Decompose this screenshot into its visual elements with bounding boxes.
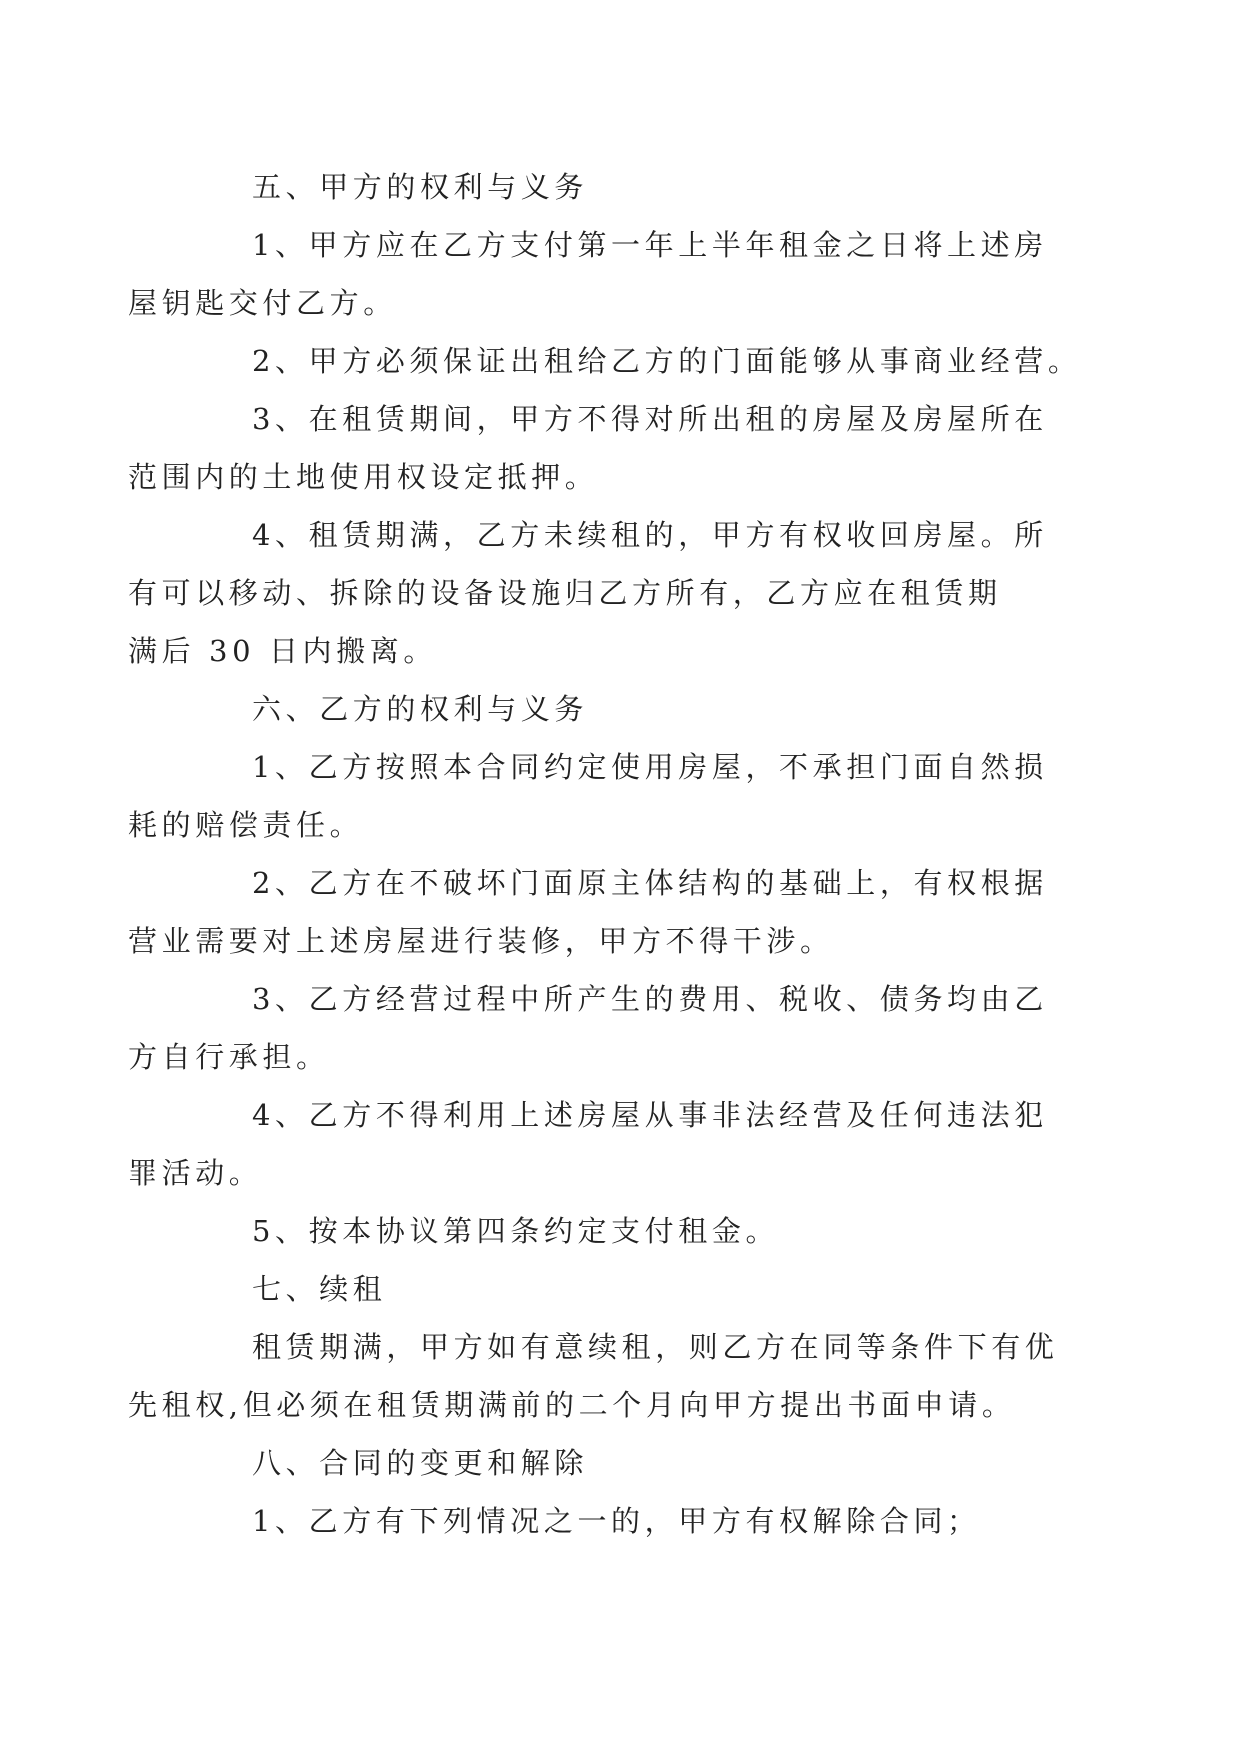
text-line: 5、按本协议第四条约定支付租金。 [252,1214,780,1248]
section-heading-5 [190,158,1070,216]
clause-6-1 [128,738,1070,854]
text-line: 有可以移动、拆除的设备设施归乙方所有，乙方应在租赁期 [128,576,1002,610]
text-line: 3、乙方经营过程中所产生的费用、税收、债务均由乙 [252,982,1048,1016]
text-line: 八、合同的变更和解除 [252,1446,589,1480]
text-line: 2、乙方在不破坏门面原主体结构的基础上，有权根据 [252,866,1048,900]
text-line: 方自行承担。 [128,1040,330,1074]
clause-7-body [128,1318,1070,1434]
text-line: 七、续租 [252,1272,387,1306]
text-line: 六、乙方的权利与义务 [252,692,589,726]
clause-6-5 [190,1202,1070,1260]
clause-8-1 [190,1492,1070,1550]
text-line: 五、甲方的权利与义务 [252,170,589,204]
document-body [128,158,1082,1550]
text-line: 营业需要对上述房屋进行装修，甲方不得干涉。 [128,924,834,958]
clause-6-2 [128,854,1070,970]
text-line: 满后 30 日内搬离。 [128,634,437,668]
text-line: 屋钥匙交付乙方。 [128,286,397,320]
clause-5-4 [128,506,1070,680]
section-heading-7 [190,1260,1070,1318]
text-line: 范围内的土地使用权设定抵押。 [128,460,599,494]
section-heading-8 [190,1434,1070,1492]
section-heading-6 [190,680,1070,738]
text-line: 租赁期满，甲方如有意续租，则乙方在同等条件下有优 [252,1330,1059,1364]
text-line: 1、乙方有下列情况之一的，甲方有权解除合同； [252,1504,981,1538]
clause-6-3 [128,970,1070,1086]
text-line: 耗的赔偿责任。 [128,808,364,842]
text-line: 1、乙方按照本合同约定使用房屋，不承担门面自然损 [252,750,1048,784]
text-line: 3、在租赁期间，甲方不得对所出租的房屋及房屋所在 [252,402,1048,436]
clause-6-4 [128,1086,1070,1202]
text-line: 1、甲方应在乙方支付第一年上半年租金之日将上述房 [252,228,1048,262]
clause-5-3 [128,390,1070,506]
text-line: 4、租赁期满，乙方未续租的，甲方有权收回房屋。所 [252,518,1048,552]
text-line: 2、甲方必须保证出租给乙方的门面能够从事商业经营。 [252,344,1082,378]
text-line: 4、乙方不得利用上述房屋从事非法经营及任何违法犯 [252,1098,1048,1132]
text-line: 先租权,但必须在租赁期满前的二个月向甲方提出书面申请。 [128,1388,1016,1422]
clause-5-2 [190,332,1082,390]
text-line: 罪活动。 [128,1156,263,1190]
clause-5-1 [128,216,1070,332]
